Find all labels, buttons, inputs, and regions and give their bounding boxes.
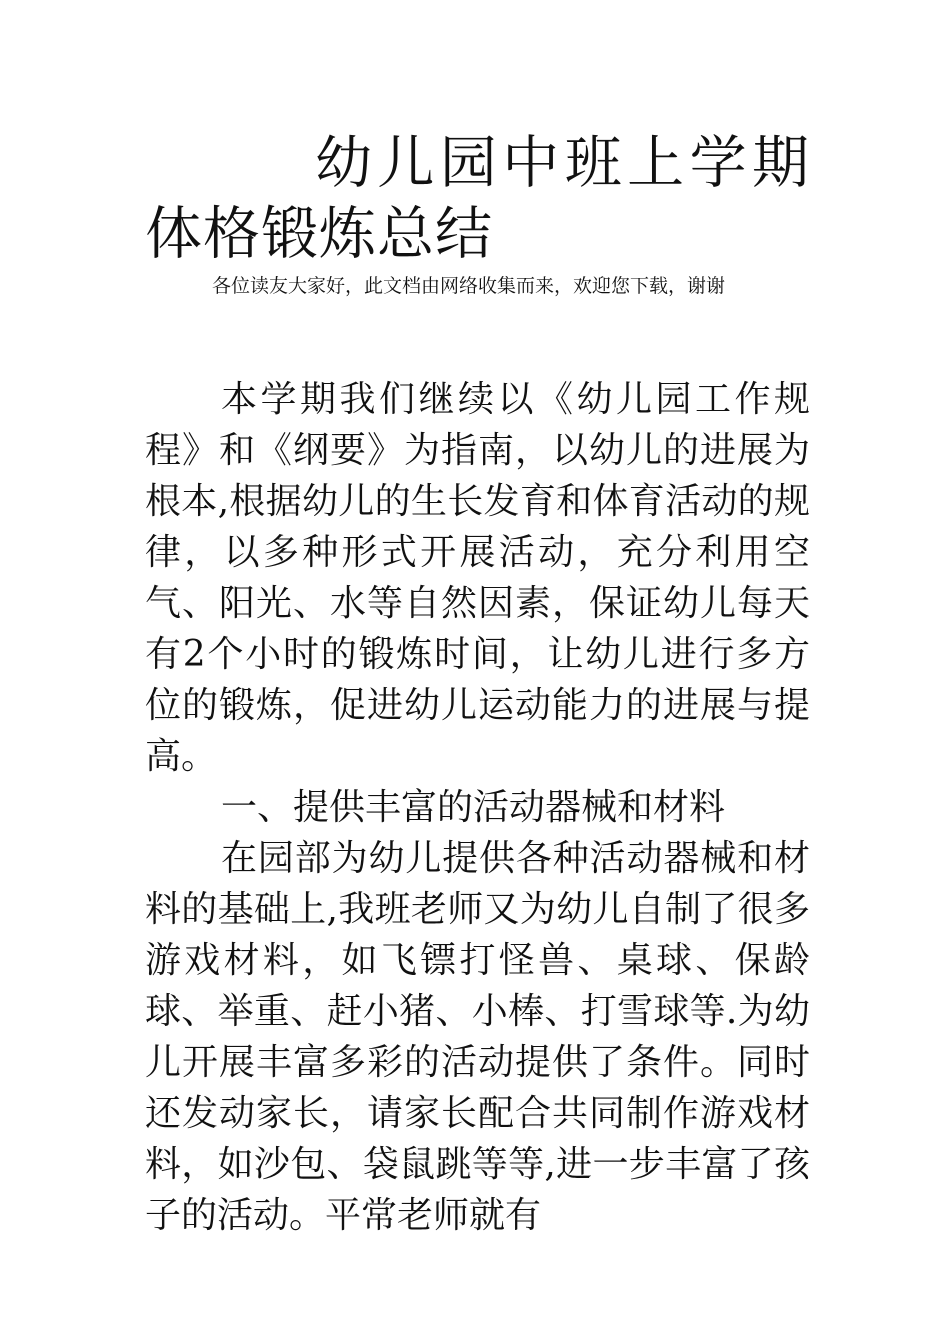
download-note: 各位读友大家好，此文档由网络收集而来，欢迎您下载，谢谢 [212, 275, 726, 297]
body-paragraph-intro: 本学期我们继续以《幼儿园工作规程》和《纲要》为指南，以幼儿的进展为根本,根据幼儿的生长发育和体育活动的规律，以多种形式开展活动，充分利用空气、阳光、水等自然因素，保证幼儿每天有2个小时的锻炼时间，让幼儿进行多方位的锻炼，促进幼儿运动能力的进展与提高。 [145, 379, 810, 777]
document-body [145, 374, 810, 1241]
section-heading-1: 一、提供丰富的活动器械和材料 [221, 787, 726, 828]
document-title: 幼儿园中班上学期体格锻炼总结 [145, 130, 810, 267]
body-paragraph-materials: 在园部为幼儿提供各种活动器械和材料的基础上,我班老师又为幼儿自制了很多游戏材料，如飞镖打怪兽、桌球、保龄球、举重、赶小猪、小棒、打雪球等.为幼儿开展丰富多彩的活动提供了条件。同时还发动家长，请家长配合共同制作游戏材料，如沙包、袋鼠跳等等,进一步丰富了孩子的活动。平常老师就有 [145, 838, 810, 1236]
